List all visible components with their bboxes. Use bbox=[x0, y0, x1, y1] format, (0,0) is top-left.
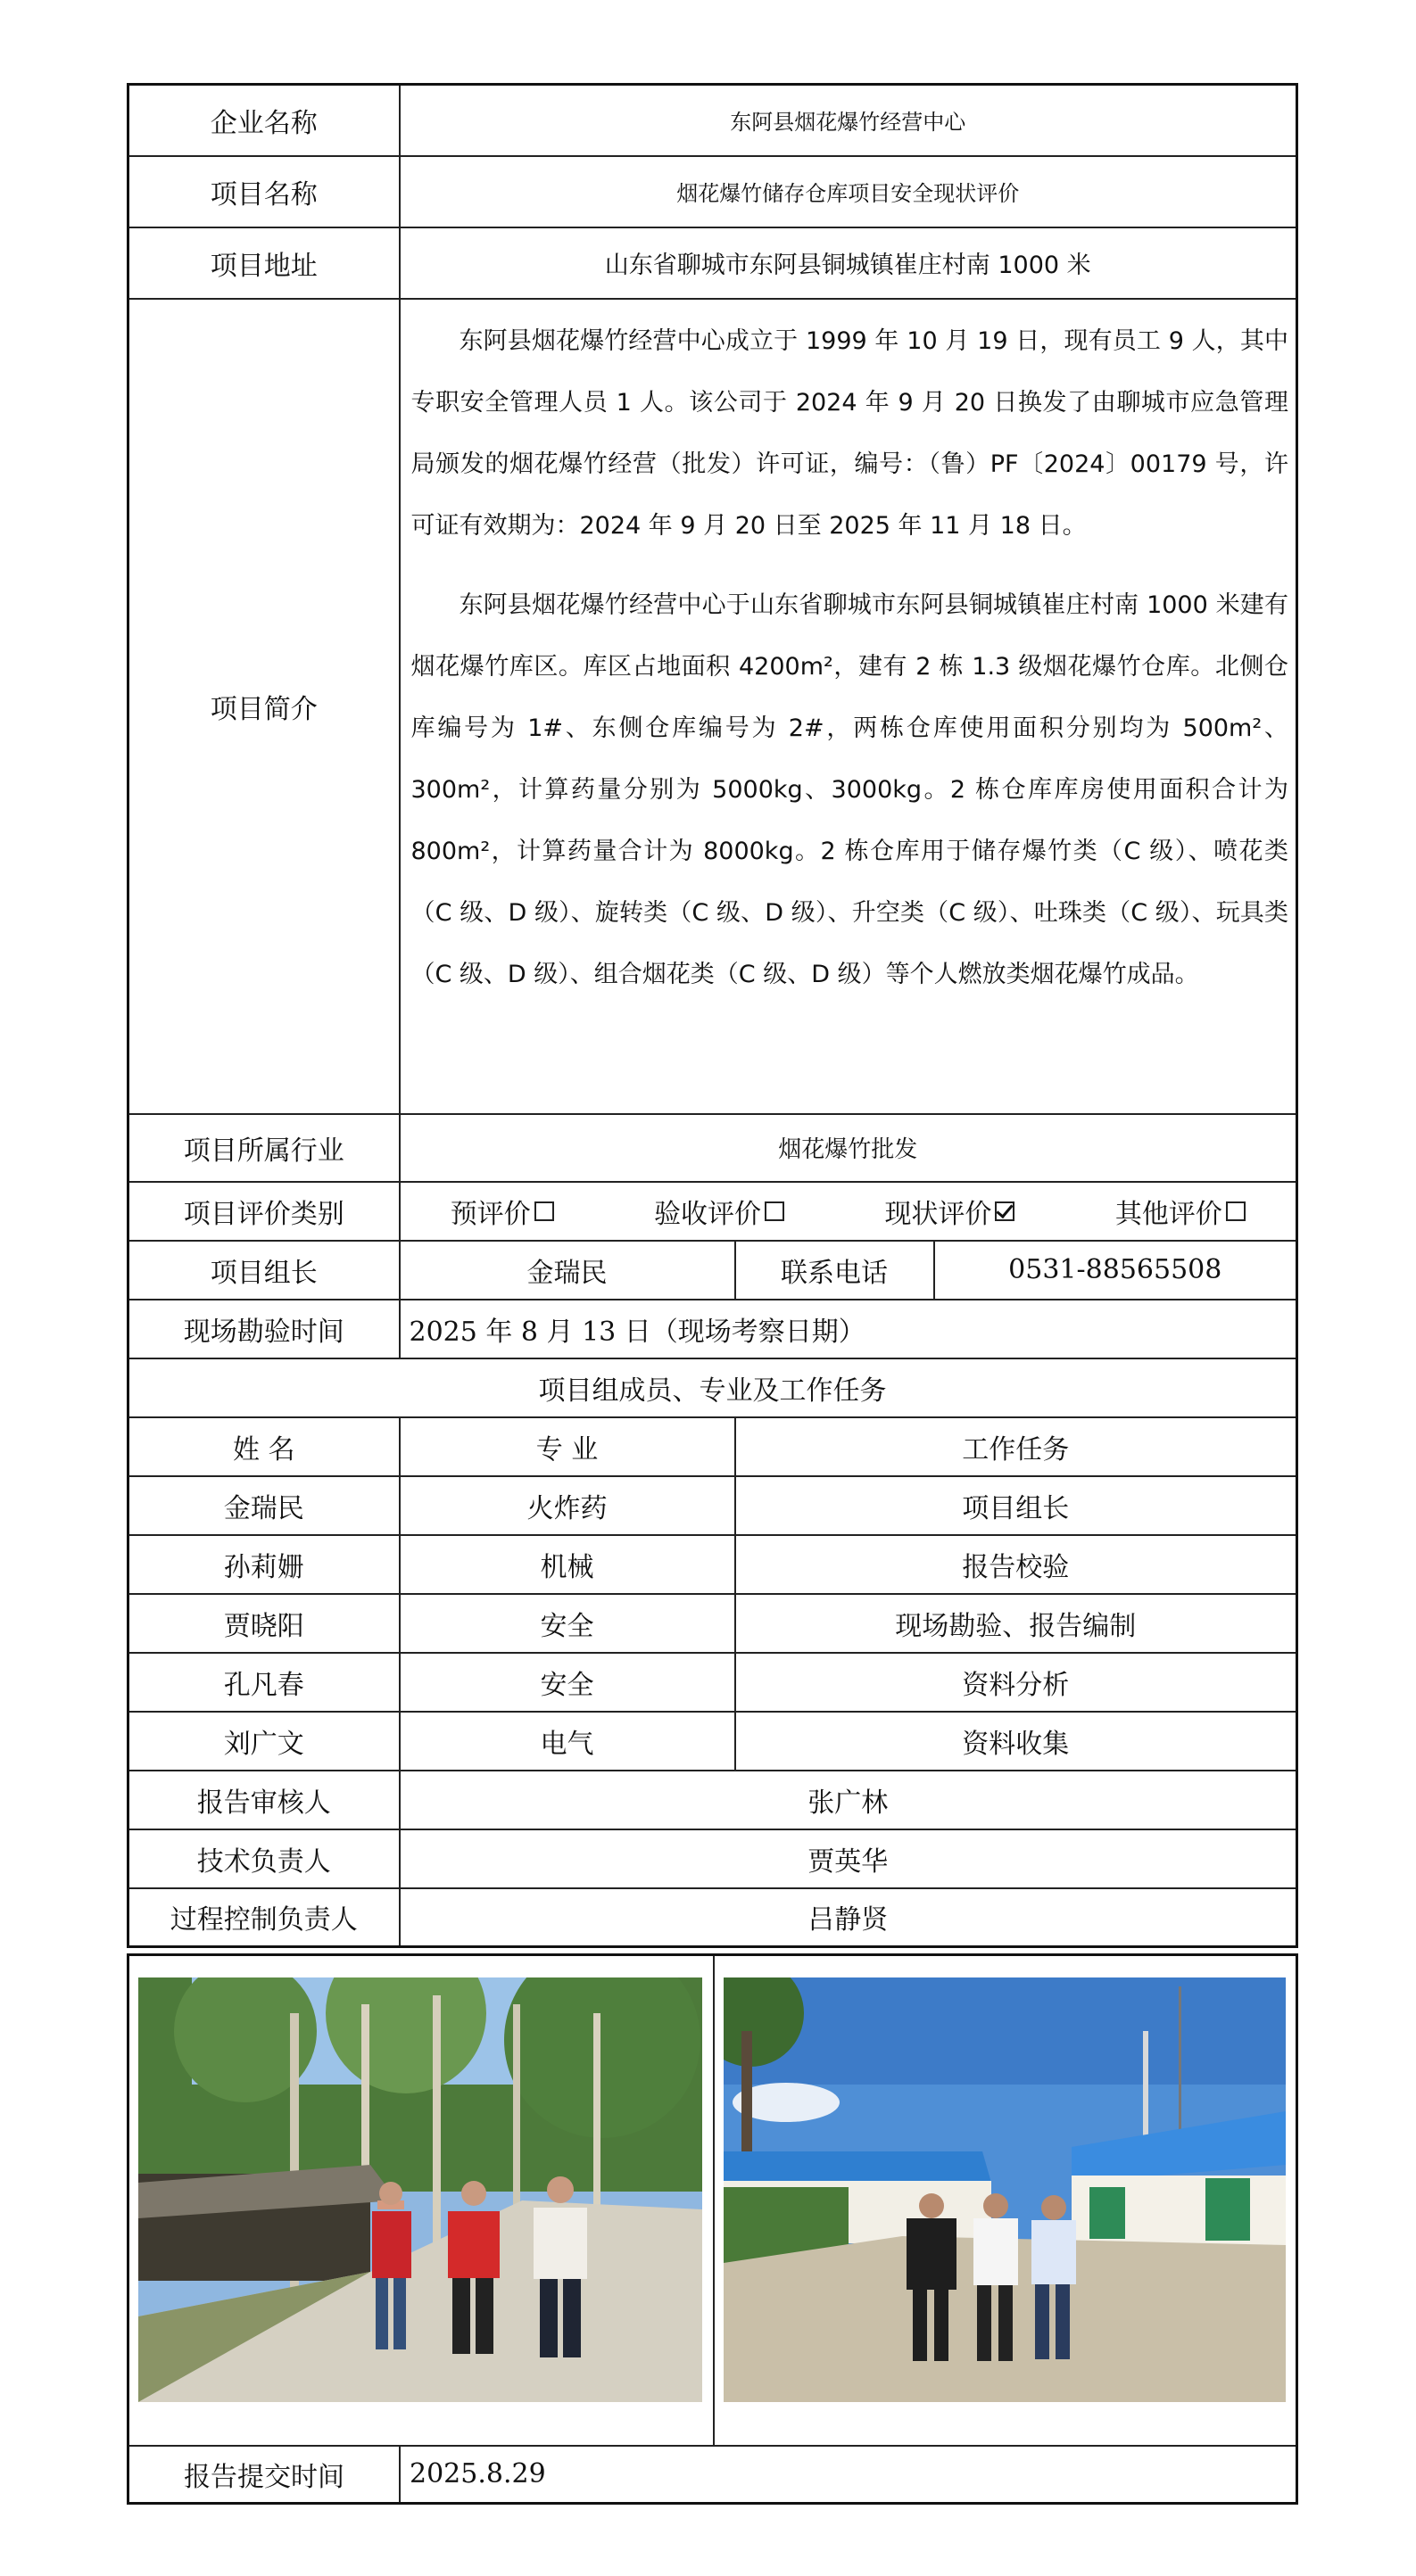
submit-value: 2025.8.29 bbox=[410, 2458, 546, 2489]
address-value: 山东省聊城市东阿县铜城镇崔庄村南 1000 米 bbox=[400, 227, 1297, 299]
leader-value: 金瑞民 bbox=[400, 1241, 735, 1300]
member-name: 刘广文 bbox=[128, 1712, 400, 1771]
intro-paragraph-1: 东阿县烟花爆竹经营中心成立于 1999 年 10 月 19 日，现有员工 9 人，其中专职安全管理人员 1 人。该公司于 2024 年 9 月 20 日换发了由聊城市应急管理局颁发的烟花爆竹经营（批发）许可证，编号：（鲁）PF〔2024〕00179 号，许可证有效期为：2024 年 9 月 20 日至 2025 年 11 月 18 日。 bbox=[410, 326, 1288, 540]
category-option-acceptance[interactable]: 验收评价 bbox=[654, 1192, 784, 1231]
category-option-pre[interactable]: 预评价 bbox=[451, 1192, 554, 1231]
checkbox-icon[interactable] bbox=[1226, 1201, 1246, 1221]
address-label: 项目地址 bbox=[128, 227, 400, 299]
member-name: 贾晓阳 bbox=[128, 1594, 400, 1653]
address-row bbox=[128, 227, 1297, 299]
photo-cell-left bbox=[128, 1955, 714, 2446]
company-label: 企业名称 bbox=[128, 85, 400, 156]
submit-label: 报告提交时间 bbox=[129, 2447, 400, 2502]
site-photo-road bbox=[138, 1977, 702, 2402]
photo-table bbox=[127, 1953, 1298, 2505]
site-photo-warehouse bbox=[724, 1977, 1286, 2402]
tech-value: 贾英华 bbox=[400, 1829, 1297, 1888]
member-task: 现场勘验、报告编制 bbox=[735, 1594, 1297, 1653]
survey-row bbox=[128, 1300, 1297, 1358]
survey-label: 现场勘验时间 bbox=[128, 1300, 400, 1358]
team-title: 项目组成员、专业及工作任务 bbox=[128, 1358, 1297, 1417]
report-sheet bbox=[127, 83, 1296, 2505]
project-label: 项目名称 bbox=[128, 156, 400, 227]
category-row bbox=[128, 1182, 1297, 1241]
checkbox-icon[interactable] bbox=[765, 1201, 784, 1221]
site-photo-warehouse-image bbox=[724, 1977, 1286, 2402]
category-label: 项目评价类别 bbox=[128, 1182, 400, 1241]
site-photo-road-image bbox=[138, 1977, 702, 2402]
member-name: 孙莉姗 bbox=[128, 1535, 400, 1594]
phone-label: 联系电话 bbox=[735, 1241, 934, 1300]
project-value: 烟花爆竹储存仓库项目安全现状评价 bbox=[400, 156, 1297, 227]
company-value: 东阿县烟花爆竹经营中心 bbox=[400, 85, 1297, 156]
leader-row bbox=[128, 1241, 1297, 1300]
category-option-status[interactable]: 现状评价 bbox=[884, 1192, 1014, 1231]
survey-value: 2025 年 8 月 13 日（现场考察日期） bbox=[400, 1300, 1297, 1358]
table-row bbox=[128, 1653, 1297, 1712]
intro-label: 项目简介 bbox=[128, 299, 400, 1114]
category-options bbox=[400, 1182, 1297, 1241]
process-value: 吕静贤 bbox=[400, 1888, 1297, 1947]
checkbox-icon[interactable] bbox=[534, 1201, 554, 1221]
industry-label: 项目所属行业 bbox=[128, 1114, 400, 1182]
member-name: 金瑞民 bbox=[128, 1476, 400, 1535]
member-major: 机械 bbox=[400, 1535, 735, 1594]
submit-row bbox=[128, 2446, 1297, 2504]
category-option-other[interactable]: 其他评价 bbox=[1115, 1192, 1246, 1231]
reviewer-value: 张广林 bbox=[400, 1771, 1297, 1829]
member-task: 报告校验 bbox=[735, 1535, 1297, 1594]
process-row bbox=[128, 1888, 1297, 1947]
team-header-major: 专 业 bbox=[400, 1417, 735, 1476]
company-row bbox=[128, 85, 1297, 156]
intro-row bbox=[128, 299, 1297, 1114]
team-header-name: 姓 名 bbox=[128, 1417, 400, 1476]
member-major: 火炸药 bbox=[400, 1476, 735, 1535]
member-name: 孔凡春 bbox=[128, 1653, 400, 1712]
intro-paragraph-2: 东阿县烟花爆竹经营中心于山东省聊城市东阿县铜城镇崔庄村南 1000 米建有烟花爆竹库区。库区占地面积 4200m²，建有 2 栋 1.3 级烟花爆竹仓库。北侧仓库编号为 1#、东侧仓库编号为 2#，两栋仓库使用面积分别均为 500m²、300m²，计算药量分别为 5000kg、3000kg。2 栋仓库库房使用面积合计为 800m²，计算药量合计为 8000kg。2 栋仓库用于储存爆竹类（C 级）、喷花类（C 级、D 级）、旋转类（C 级、D 级）、升空类（C 级）、吐珠类（C 级）、玩具类（C 级、D 级）、组合烟花类（C 级、D 级）等个人燃放类烟花爆竹成品。 bbox=[410, 590, 1288, 988]
member-task: 资料收集 bbox=[735, 1712, 1297, 1771]
industry-row bbox=[128, 1114, 1297, 1182]
photo-cell-right bbox=[714, 1955, 1297, 2446]
table-row bbox=[128, 1476, 1297, 1535]
photo-row bbox=[128, 1955, 1297, 2446]
reviewer-label: 报告审核人 bbox=[128, 1771, 400, 1829]
member-task: 资料分析 bbox=[735, 1653, 1297, 1712]
checkbox-checked-icon[interactable] bbox=[995, 1201, 1014, 1221]
table-row bbox=[128, 1594, 1297, 1653]
reviewer-row bbox=[128, 1771, 1297, 1829]
tech-label: 技术负责人 bbox=[128, 1829, 400, 1888]
project-row bbox=[128, 156, 1297, 227]
intro-text bbox=[400, 299, 1297, 1114]
table-row bbox=[128, 1712, 1297, 1771]
leader-label: 项目组长 bbox=[128, 1241, 400, 1300]
process-label: 过程控制负责人 bbox=[128, 1888, 400, 1947]
project-info-table bbox=[127, 83, 1298, 1948]
table-row bbox=[128, 1535, 1297, 1594]
member-major: 电气 bbox=[400, 1712, 735, 1771]
industry-value: 烟花爆竹批发 bbox=[400, 1114, 1297, 1182]
team-title-row bbox=[128, 1358, 1297, 1417]
member-major: 安全 bbox=[400, 1594, 735, 1653]
phone-value: 0531-88565508 bbox=[934, 1241, 1297, 1300]
team-header-row bbox=[128, 1417, 1297, 1476]
member-task: 项目组长 bbox=[735, 1476, 1297, 1535]
member-major: 安全 bbox=[400, 1653, 735, 1712]
tech-row bbox=[128, 1829, 1297, 1888]
team-header-task: 工作任务 bbox=[735, 1417, 1297, 1476]
